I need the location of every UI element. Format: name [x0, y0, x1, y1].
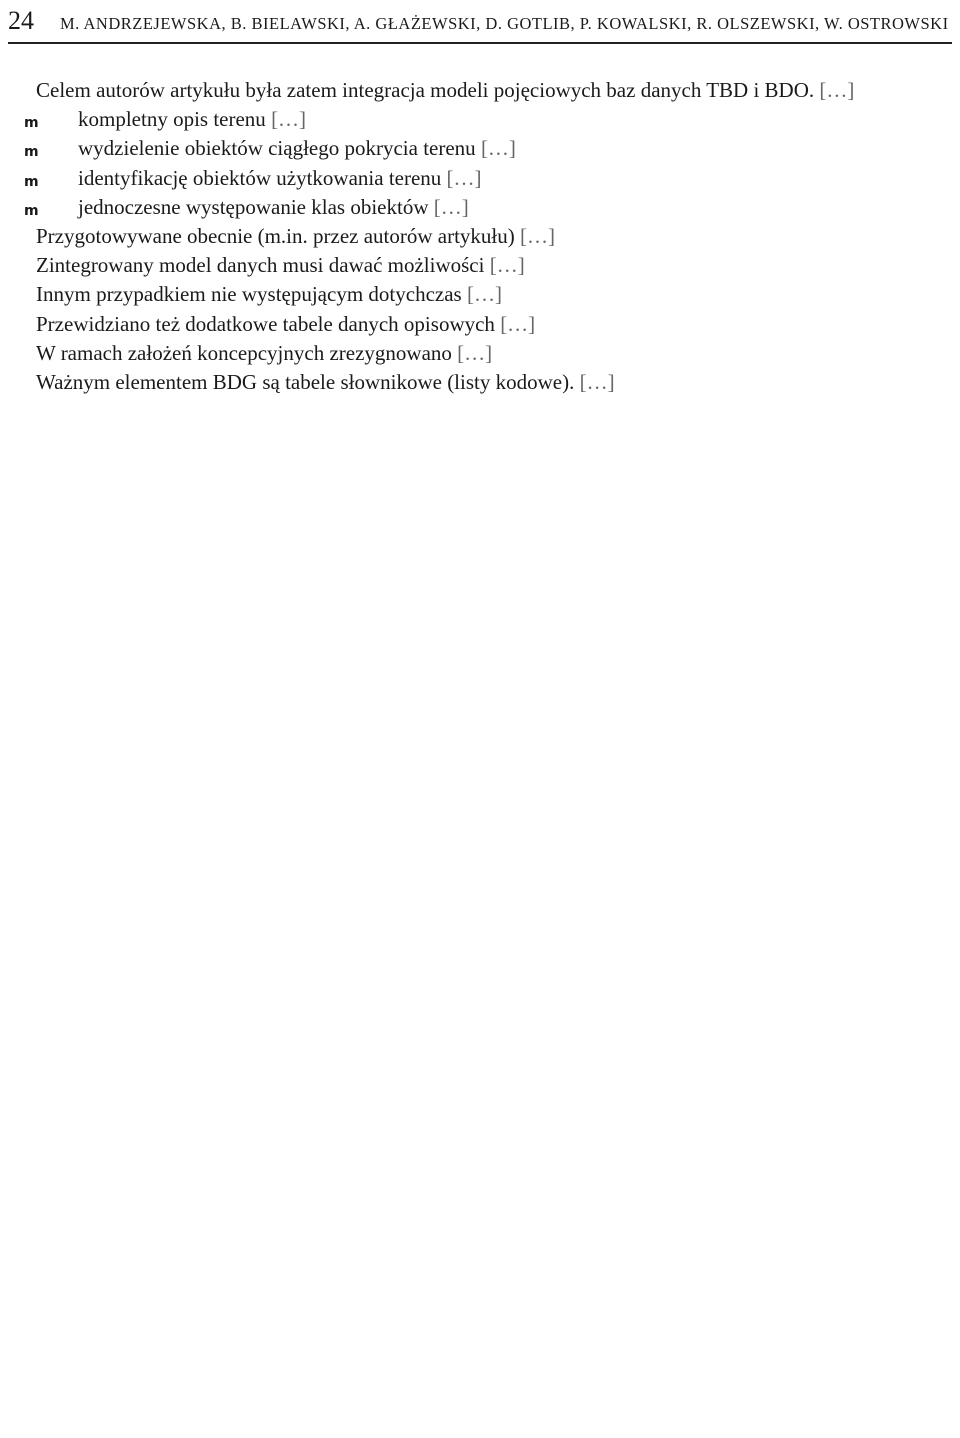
paragraph — [8, 339, 952, 368]
paragraph-opening: W ramach założeń koncepcyjnych zrezygnowano — [36, 340, 452, 365]
omitted-text-marker: […] — [520, 224, 556, 249]
paragraph-opening: Zintegrowany model danych musi dawać możliwości — [36, 253, 485, 278]
paragraph-opening: Przewidziano też dodatkowe tabele danych opisowych — [36, 311, 495, 336]
list-item — [8, 164, 952, 193]
bullet-m-icon: m — [24, 202, 39, 219]
omitted-text-marker: […] — [500, 311, 536, 336]
omitted-text-marker: […] — [466, 282, 502, 307]
list-item — [8, 134, 952, 163]
running-head — [8, 0, 952, 44]
paragraph — [8, 222, 952, 251]
page-number: 24 — [8, 6, 34, 35]
list-item — [8, 193, 952, 222]
bullet-m-icon: m — [24, 115, 39, 132]
paragraph-opening: Przygotowywane obecnie (m.in. przez autorów artykułu) — [36, 224, 515, 249]
omitted-text-marker: […] — [489, 253, 525, 278]
omitted-text-marker: […] — [480, 136, 516, 161]
page — [8, 0, 952, 397]
bullet-m-icon: m — [24, 173, 39, 190]
list-item-text: wydzielenie obiektów ciągłego pokrycia terenu — [78, 136, 476, 161]
omitted-text-marker: […] — [433, 194, 469, 219]
paragraph-opening: Celem autorów artykułu była zatem integracja modeli pojęciowych baz danych TBD i BDO. — [36, 78, 815, 102]
list-item — [8, 105, 952, 134]
article-body — [8, 76, 952, 397]
running-head-authors: M. ANDRZEJEWSKA, B. BIELAWSKI, A. GŁAŻEWSKI, D. GOTLIB, P. KOWALSKI, R. OLSZEWSKI, W. OSTROWSKI — [60, 14, 949, 33]
paragraph-opening: Ważnym elementem BDG są tabele słownikowe (listy kodowe). — [36, 370, 575, 395]
omitted-text-marker: […] — [457, 340, 493, 365]
bullet-m-icon: m — [24, 144, 39, 161]
paragraph — [8, 251, 952, 280]
list-item-text: kompletny opis terenu — [78, 107, 266, 132]
omitted-text-marker: […] — [446, 165, 482, 190]
paragraph-opening: Innym przypadkiem nie występującym dotychczas — [36, 282, 462, 307]
omitted-text-marker: […] — [819, 78, 855, 102]
paragraph — [8, 368, 952, 397]
paragraph — [8, 310, 952, 339]
omitted-text-marker: […] — [579, 370, 615, 395]
paragraph — [8, 76, 952, 105]
list-item-text: identyfikację obiektów użytkowania terenu — [78, 165, 442, 190]
paragraph — [8, 280, 952, 309]
bullet-list — [8, 105, 952, 222]
list-item-text: jednoczesne występowanie klas obiektów — [78, 194, 429, 219]
omitted-text-marker: […] — [271, 107, 307, 132]
